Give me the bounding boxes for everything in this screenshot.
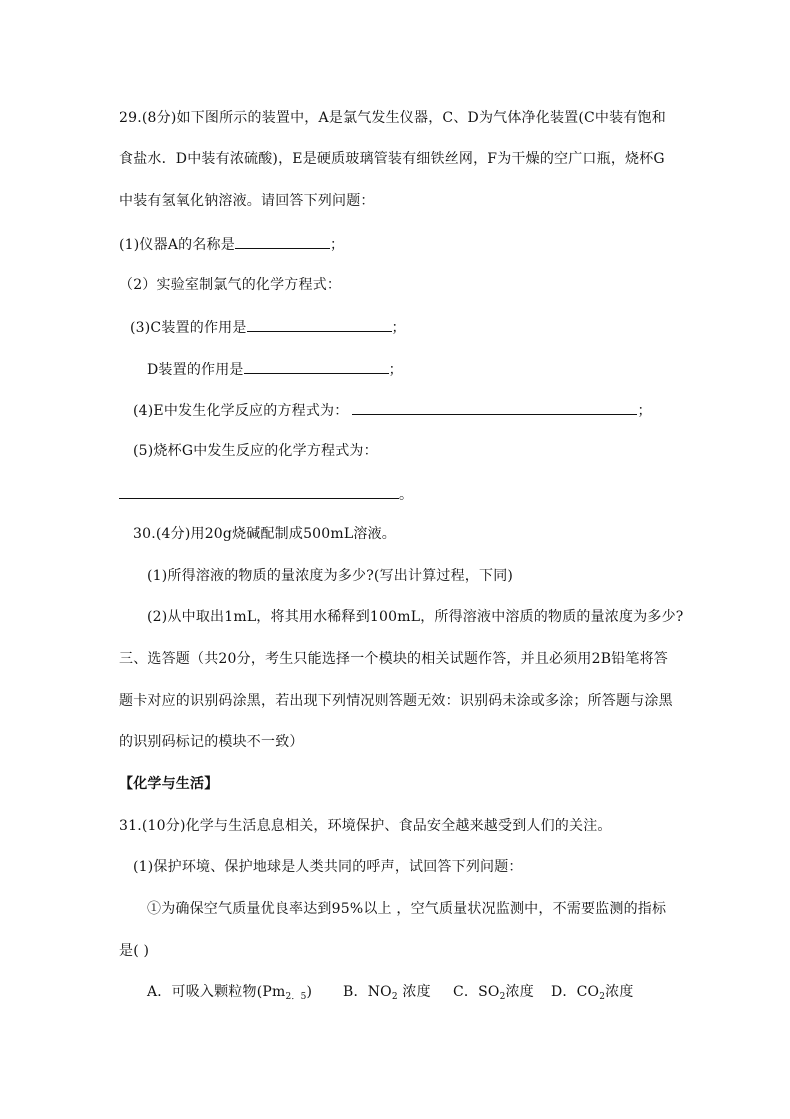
q29-part5-end: 。	[399, 487, 414, 503]
q29-part5-answer	[119, 484, 413, 504]
answer-blank	[244, 359, 389, 374]
q29-line1: 29.(8分)如下图所示的装置中，A是氯气发生仪器，C、D为气体净化装置(C中装有饱和	[119, 110, 666, 126]
q29-part3	[130, 317, 406, 337]
option-c-subscript: 2	[499, 992, 506, 1002]
option-c-suffix: 浓度	[505, 984, 534, 1000]
q31-line1: 31.(10分)化学与生活息息相关，环境保护、食品安全越来越受到人们的关注。	[119, 818, 612, 834]
q31-option-b	[343, 983, 431, 1006]
q29-part3-end: ；	[391, 320, 406, 336]
q29-line3: 中装有氢氧化钠溶液。请回答下列问题：	[119, 193, 375, 209]
answer-blank	[119, 484, 399, 499]
q30-part2: (2)从中取出1mL，将其用水稀释到100mL，所得溶液中溶质的物质的量浓度为多少?	[147, 609, 684, 625]
q29-part4	[133, 400, 652, 420]
q31-option-d	[551, 983, 634, 1006]
option-a-close: )	[306, 984, 313, 1000]
q31-option-c	[453, 983, 534, 1006]
option-d-subscript: 2	[599, 992, 606, 1002]
q30-part1: (1)所得溶液的物质的量浓度为多少?(写出计算过程，下同)	[147, 568, 514, 584]
q29-part1	[119, 234, 344, 254]
q31-sub1-line2: 是( )	[119, 943, 150, 959]
option-a-subscript: 2．5	[285, 992, 307, 1002]
option-d-text: D．CO	[551, 984, 600, 1000]
q31-sub1-line1: ①为确保空气质量优良率达到95%以上 ，空气质量状况监测中，不需要监测的指标	[147, 901, 667, 917]
q29-part1-text: (1)仪器A的名称是	[119, 237, 235, 253]
answer-blank	[247, 317, 392, 332]
q29-part4-end: ；	[637, 403, 652, 419]
q29-line2: 食盐水．D中装有浓硫酸)，E是硬质玻璃管装有细铁丝网，F为干燥的空广口瓶，烧杯G	[119, 151, 665, 167]
module-title: 【化学与生活】	[119, 776, 219, 792]
option-b-text: B．NO	[343, 984, 392, 1000]
q29-part3b-text: D装置的作用是	[147, 362, 244, 378]
q29-part5: (5)烧杯G中发生反应的化学方程式为：	[133, 443, 378, 459]
q29-part2: （2）实验室制氯气的化学方程式：	[119, 277, 342, 293]
section3-line2: 题卡对应的识别码涂黑，若出现下列情况则答题无效：识别码未涂或多涂；所答题与涂黑	[119, 693, 673, 709]
section3-line3: 的识别码标记的模块不一致）	[119, 734, 304, 750]
q29-part3-text: (3)C装置的作用是	[130, 320, 247, 336]
option-a-text: A．可吸入颗粒物(Pm	[147, 984, 286, 1000]
q29-part4-text: (4)E中发生化学反应的方程式为：	[133, 403, 349, 419]
q29-part3b-end: ；	[388, 362, 403, 378]
q30-line1: 30.(4分)用20g烧碱配制成500mL溶液。	[133, 526, 396, 542]
q31-option-a	[147, 983, 312, 1006]
q29-part1-end: ；	[329, 237, 345, 253]
q31-part1: (1)保护环境、保护地球是人类共同的呼声，试回答下列问题：	[133, 859, 523, 875]
section3-line1: 三、选答题（共20分，考生只能选择一个模块的相关试题作答，并且必须用2B铅笔将答	[119, 651, 669, 667]
q29-part3b	[147, 359, 403, 379]
answer-blank	[352, 400, 637, 415]
option-d-suffix: 浓度	[605, 984, 634, 1000]
option-b-suffix: 浓度	[397, 984, 431, 1000]
answer-blank	[235, 234, 330, 249]
option-c-text: C．SO	[453, 984, 500, 1000]
option-b-subscript: 2	[391, 992, 398, 1002]
